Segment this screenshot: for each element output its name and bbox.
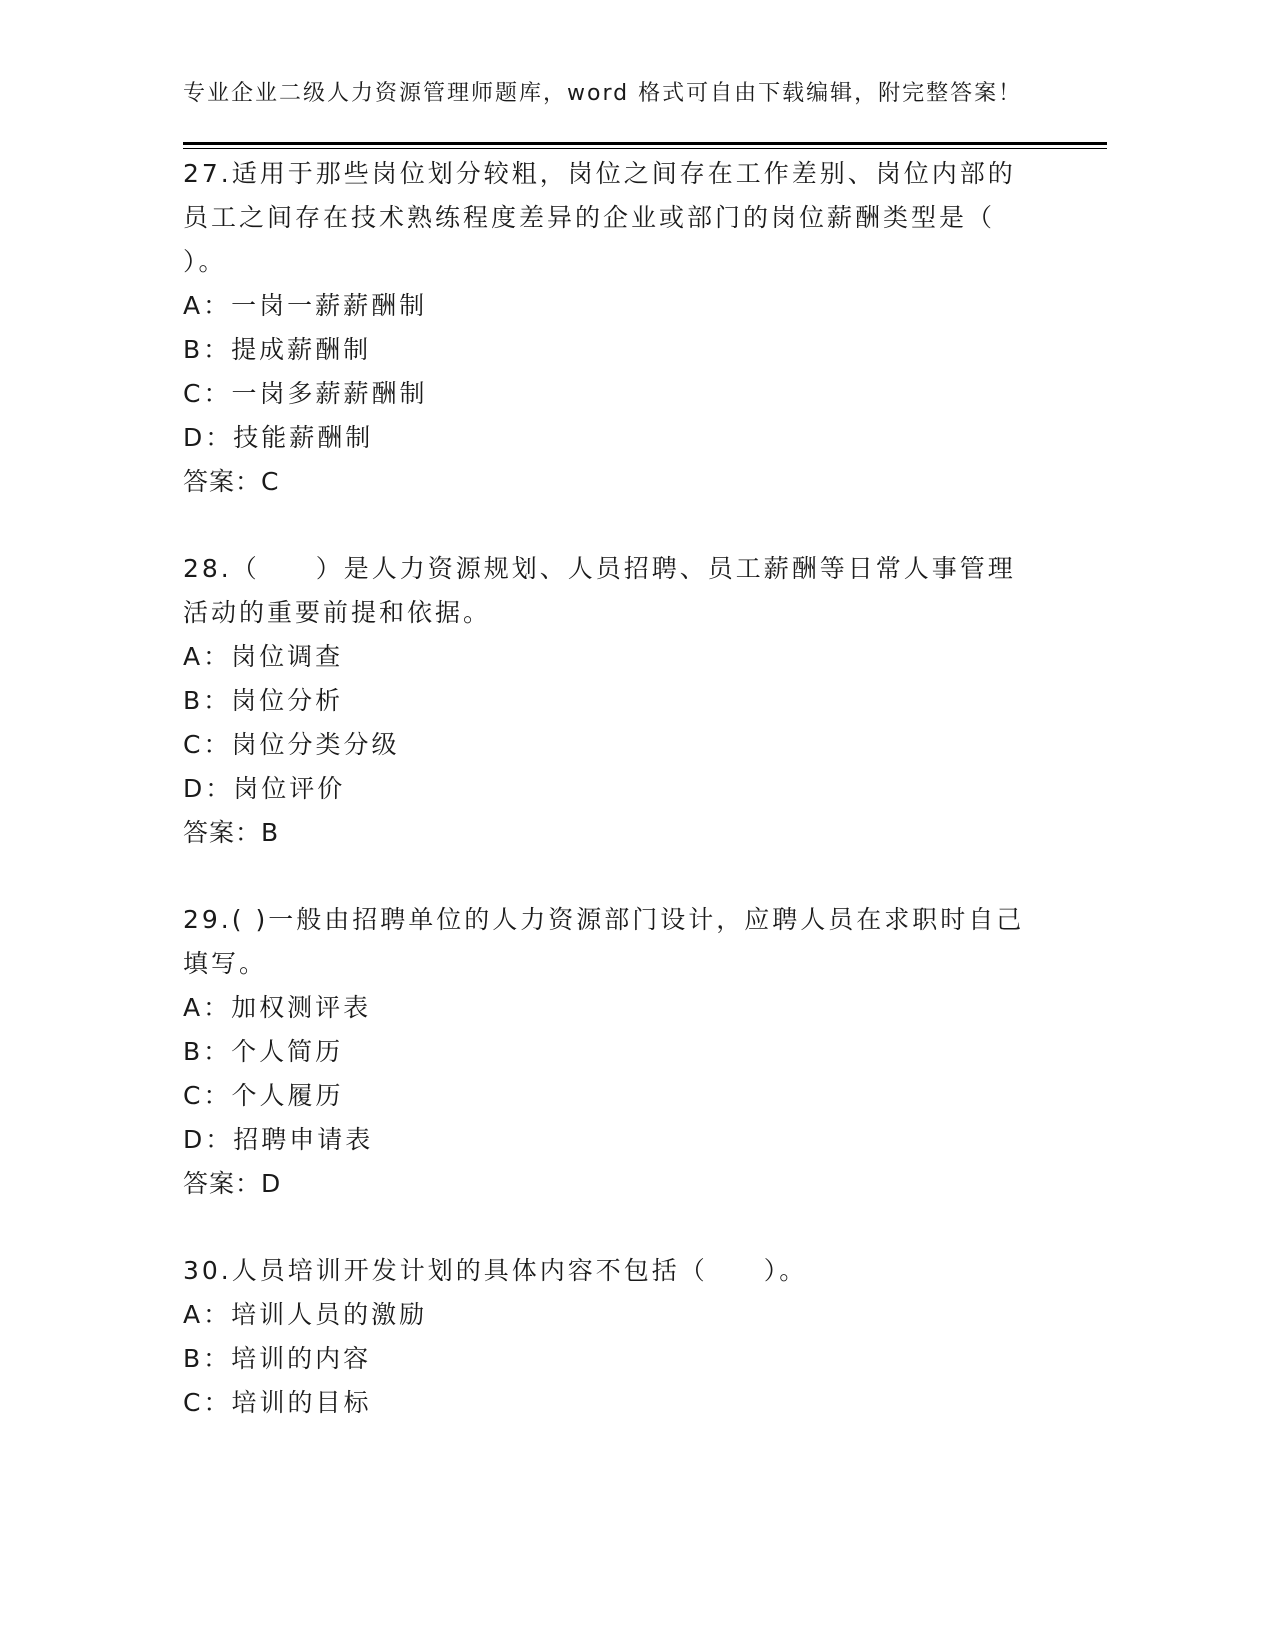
option-a: A：培训人员的激励	[183, 1300, 428, 1329]
question-28	[183, 547, 1043, 855]
option-b: B：岗位分析	[183, 686, 344, 715]
option-d: D：岗位评价	[183, 774, 346, 803]
question-stem: 30.人员培训开发计划的具体内容不包括（ ）。	[183, 1256, 808, 1285]
option-a: A：加权测评表	[183, 993, 372, 1022]
question-stem: 29.( )一般由招聘单位的人力资源部门设计，应聘人员在求职时自己填写。	[183, 905, 1025, 978]
option-c: C：岗位分类分级	[183, 730, 400, 759]
answer: 答案：D	[183, 1169, 282, 1198]
question-list	[183, 152, 1043, 1468]
option-c: C：培训的目标	[183, 1388, 372, 1417]
option-a: A：岗位调查	[183, 642, 344, 671]
option-a: A：一岗一薪薪酬制	[183, 291, 428, 320]
header-rule-thick	[183, 142, 1107, 145]
question-stem: 28.（ ）是人力资源规划、人员招聘、员工薪酬等日常人事管理活动的重要前提和依据。	[183, 554, 1016, 627]
option-b: B：提成薪酬制	[183, 335, 372, 364]
header-rule-thin	[183, 148, 1107, 149]
option-d: D：招聘申请表	[183, 1125, 374, 1154]
answer: 答案：B	[183, 818, 280, 847]
option-b: B：个人简历	[183, 1037, 344, 1066]
question-30	[183, 1249, 1043, 1425]
option-d: D：技能薪酬制	[183, 423, 374, 452]
question-27	[183, 152, 1043, 504]
document-header: 专业企业二级人力资源管理师题库，word 格式可自由下载编辑，附完整答案！	[183, 81, 1023, 106]
answer: 答案：C	[183, 467, 280, 496]
option-c: C：一岗多薪薪酬制	[183, 379, 428, 408]
question-stem: 27.适用于那些岗位划分较粗，岗位之间存在工作差别、岗位内部的员工之间存在技术熟练程度差异的企业或部门的岗位薪酬类型是（ ）。	[183, 159, 1016, 276]
option-c: C：个人履历	[183, 1081, 344, 1110]
option-b: B：培训的内容	[183, 1344, 372, 1373]
question-29	[183, 898, 1043, 1206]
